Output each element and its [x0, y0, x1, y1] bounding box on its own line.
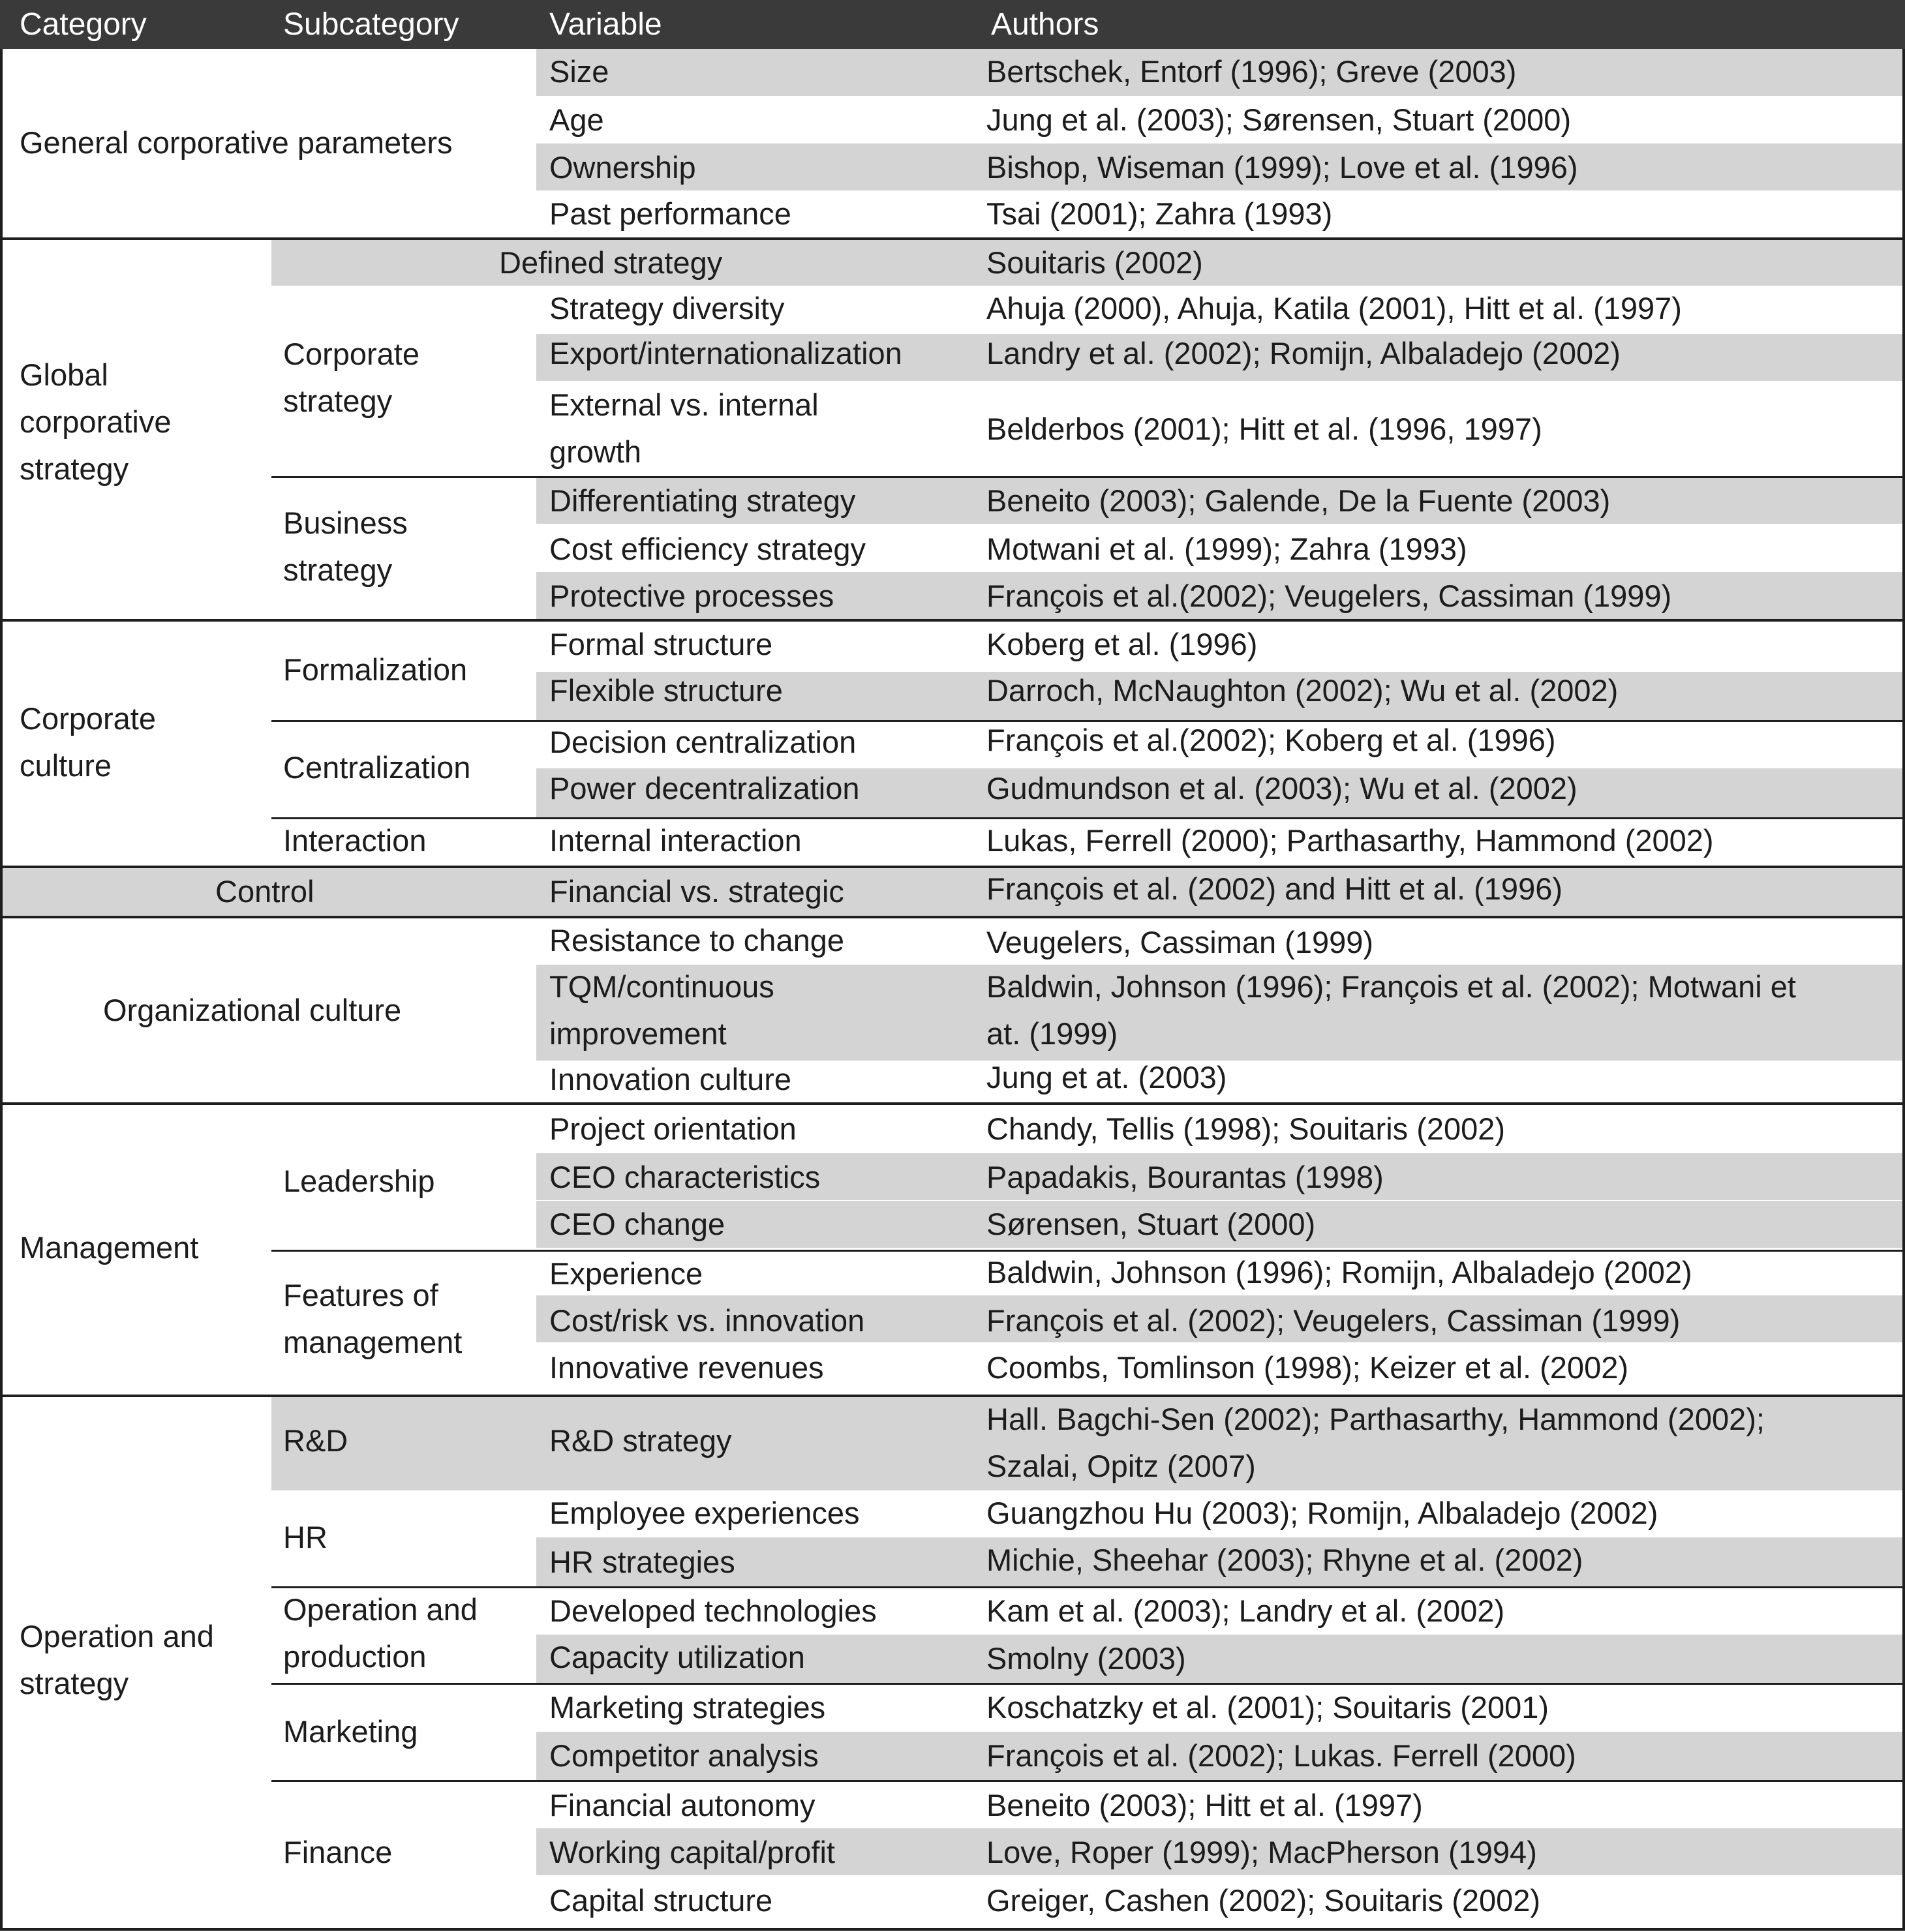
variable-cell: Power decentralization — [549, 771, 860, 806]
authors-cell: Koberg et al. (1996) — [986, 627, 1258, 661]
variable-cell: Age — [549, 102, 604, 137]
authors-cell: Sørensen, Stuart (2000) — [986, 1207, 1316, 1241]
authors-cell: Guangzhou Hu (2003); Romijn, Albaladejo (2002) — [986, 1496, 1658, 1530]
variable-cell: Export/internationalization — [549, 336, 902, 370]
subcategory-cell: Operation and production — [283, 1592, 478, 1674]
section-rule — [0, 237, 1905, 240]
variable-cell: Size — [549, 54, 609, 89]
header-category: Category — [20, 7, 147, 42]
authors-cell: François et al. (2002); Lukas. Ferrell (2000) — [986, 1738, 1576, 1773]
variable-cell: Developed technologies — [549, 1593, 877, 1628]
authors-cell: Love, Roper (1999); MacPherson (1994) — [986, 1835, 1537, 1869]
authors-cell: Gudmundson et al. (2003); Wu et al. (2002) — [986, 771, 1577, 806]
section-rule — [0, 916, 1905, 918]
category-cell: Operation and strategy — [20, 1619, 214, 1700]
subcategory-cell: HR — [283, 1520, 328, 1554]
variable-cell: Decision centralization — [549, 725, 857, 759]
variable-cell: Innovative revenues — [549, 1350, 824, 1385]
authors-cell: François et al. (2002) and Hitt et al. (1996) — [986, 871, 1562, 906]
authors-cell: Michie, Sheehar (2003); Rhyne et al. (2002) — [986, 1543, 1583, 1577]
category-cell: General corporative parameters — [20, 125, 453, 160]
authors-cell: Papadakis, Bourantas (1998) — [986, 1160, 1384, 1194]
table-bottom-rule — [0, 1928, 1905, 1931]
authors-cell: Tsai (2001); Zahra (1993) — [986, 196, 1333, 231]
subcategory-cell: Finance — [283, 1835, 393, 1869]
variable-cell: Cost efficiency strategy — [549, 532, 866, 566]
authors-cell: Veugelers, Cassiman (1999) — [986, 925, 1374, 959]
subcategory-cell: Defined strategy — [499, 245, 723, 280]
variable-cell: Differentiating strategy — [549, 483, 856, 518]
variable-cell: Competitor analysis — [549, 1738, 819, 1773]
authors-cell: Baldwin, Johnson (1996); François et al. (2002); Motwani et at. (1999) — [986, 969, 1796, 1051]
variable-cell: R&D strategy — [549, 1423, 732, 1458]
header-authors: Authors — [991, 7, 1099, 42]
subcategory-cell: Marketing — [283, 1714, 418, 1749]
authors-cell: Landry et al. (2002); Romijn, Albaladejo (2002) — [986, 336, 1621, 370]
variable-cell: Financial vs. strategic — [549, 874, 844, 909]
subcategory-cell: Leadership — [283, 1164, 435, 1198]
authors-cell: François et al.(2002); Veugelers, Cassiman (1999) — [986, 579, 1672, 613]
authors-cell: Baldwin, Johnson (1996); Romijn, Albaladejo (2002) — [986, 1255, 1692, 1290]
variable-cell: Capital structure — [549, 1883, 773, 1918]
variable-cell: Protective processes — [549, 579, 834, 613]
authors-cell: Bertschek, Entorf (1996); Greve (2003) — [986, 54, 1517, 89]
variable-cell: Project orientation — [549, 1111, 797, 1146]
category-cell: Control — [215, 874, 314, 909]
authors-cell: Jung et al. (2003); Sørensen, Stuart (2000) — [986, 102, 1572, 137]
header-subcategory: Subcategory — [283, 7, 459, 42]
authors-cell: Coombs, Tomlinson (1998); Keizer et al. (2002) — [986, 1350, 1628, 1385]
subcategory-cell: Corporate strategy — [283, 337, 419, 418]
variable-cell: Formal structure — [549, 627, 773, 661]
variable-cell: Strategy diversity — [549, 291, 785, 325]
variable-cell: Experience — [549, 1256, 703, 1291]
variable-cell: Internal interaction — [549, 823, 802, 858]
authors-cell: Darroch, McNaughton (2002); Wu et al. (2002) — [986, 673, 1619, 708]
variable-cell: Resistance to change — [549, 923, 845, 958]
variable-cell: Ownership — [549, 150, 696, 185]
variable-cell: Past performance — [549, 196, 791, 231]
subcategory-cell: Formalization — [283, 652, 468, 687]
variable-cell: CEO characteristics — [549, 1160, 821, 1194]
authors-cell: Belderbos (2001); Hitt et al. (1996, 1997) — [986, 412, 1542, 446]
subcategory-cell: Centralization — [283, 750, 471, 785]
variable-cell: Working capital/profit — [549, 1835, 835, 1869]
authors-cell: Jung et at. (2003) — [986, 1060, 1227, 1094]
authors-cell: Bishop, Wiseman (1999); Love et al. (1996) — [986, 150, 1578, 185]
variable-cell: Cost/risk vs. innovation — [549, 1303, 865, 1338]
authors-cell: Beneito (2003); Hitt et al. (1997) — [986, 1788, 1423, 1822]
category-cell: Global corporative strategy — [20, 357, 172, 486]
table-left-border — [0, 49, 3, 1931]
subcategory-cell: Features of management — [283, 1278, 463, 1359]
authors-cell: Smolny (2003) — [986, 1641, 1186, 1676]
authors-cell: François et al. (2002); Veugelers, Cassiman (1999) — [986, 1303, 1681, 1338]
variable-cell: Capacity utilization — [549, 1640, 805, 1674]
authors-cell: Koschatzky et al. (2001); Souitaris (2001) — [986, 1690, 1549, 1725]
authors-cell: Beneito (2003); Galende, De la Fuente (2003) — [986, 483, 1611, 518]
variable-cell: CEO change — [549, 1207, 725, 1241]
category-cell: Corporate culture — [20, 701, 156, 783]
authors-cell: Greiger, Cashen (2002); Souitaris (2002) — [986, 1883, 1541, 1918]
authors-cell: François et al.(2002); Koberg et al. (1996) — [986, 723, 1556, 757]
variable-cell: Innovation culture — [549, 1062, 792, 1096]
authors-cell: Lukas, Ferrell (2000); Parthasarthy, Hammond (2002) — [986, 823, 1714, 858]
variable-cell: Financial autonomy — [549, 1788, 815, 1822]
subcategory-cell: Business strategy — [283, 506, 408, 587]
category-cell: Organizational culture — [103, 993, 402, 1027]
authors-cell: Kam et al. (2003); Landry et al. (2002) — [986, 1593, 1505, 1628]
variable-cell: Employee experiences — [549, 1496, 860, 1530]
authors-cell: Motwani et al. (1999); Zahra (1993) — [986, 532, 1467, 566]
variable-cell: External vs. internal growth — [549, 387, 819, 469]
variable-cell: Marketing strategies — [549, 1690, 826, 1725]
authors-cell: Hall. Bagchi-Sen (2002); Parthasarthy, Hammond (2002); Szalai, Opitz (2007) — [986, 1402, 1765, 1483]
authors-cell: Souitaris (2002) — [986, 245, 1203, 280]
authors-cell: Chandy, Tellis (1998); Souitaris (2002) — [986, 1111, 1506, 1146]
variable-cell: Flexible structure — [549, 673, 783, 708]
authors-cell: Ahuja (2000), Ahuja, Katila (2001), Hitt et al. (1997) — [986, 291, 1682, 325]
variable-cell: HR strategies — [549, 1545, 735, 1579]
table-right-border — [1902, 49, 1905, 1931]
section-rule — [0, 1102, 1905, 1105]
category-cell: Management — [20, 1230, 199, 1265]
subcategory-cell: R&D — [283, 1423, 348, 1458]
header-variable: Variable — [549, 7, 662, 42]
subcategory-cell: Interaction — [283, 823, 427, 858]
variable-cell: TQM/continuous improvement — [549, 969, 774, 1051]
